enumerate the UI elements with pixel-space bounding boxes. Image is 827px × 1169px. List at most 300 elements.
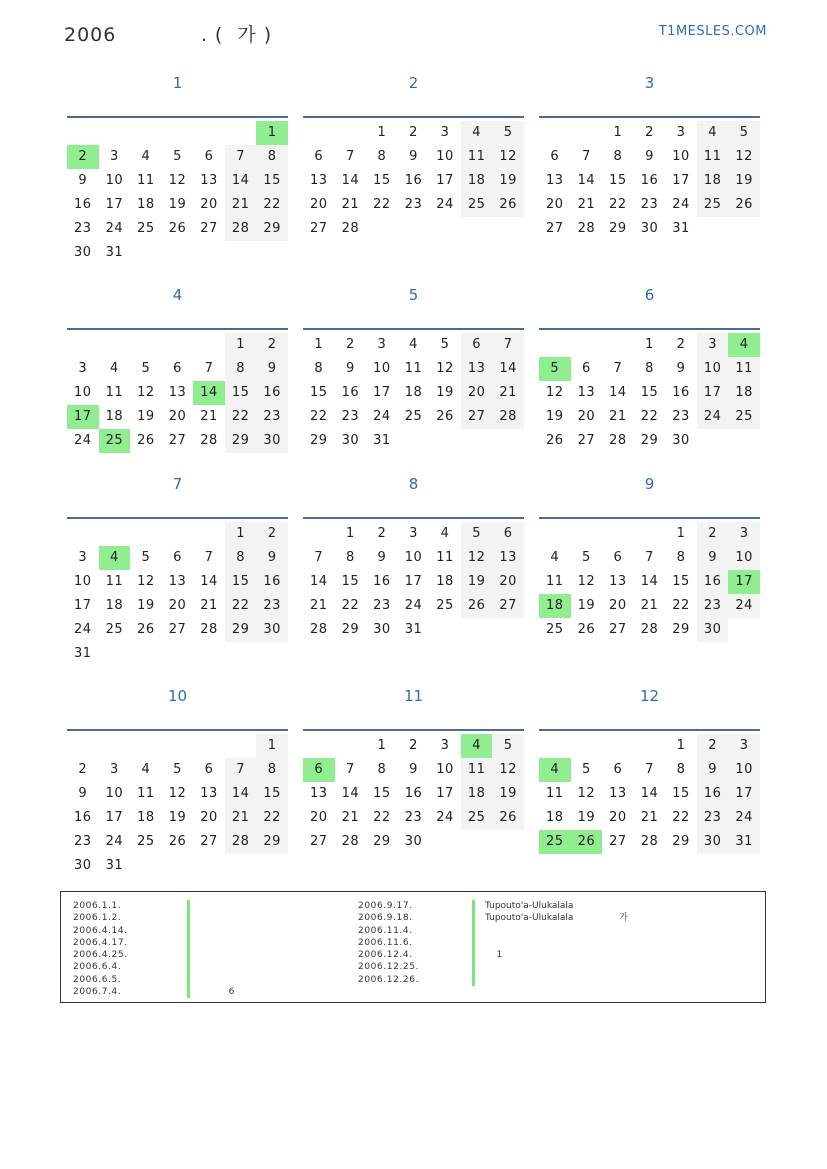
day-cell: 23 [697, 806, 729, 830]
day-cell: 10 [105, 173, 124, 188]
day-cell: 7 [204, 361, 214, 376]
day-cell: 6 [173, 361, 182, 376]
day-cell: 30 [256, 429, 288, 453]
day-cell [225, 854, 257, 878]
day-cell: 31 [373, 433, 391, 448]
day-cell: 18 [404, 385, 423, 400]
day-cell: 10 [373, 361, 391, 376]
day-cell: 21 [225, 806, 257, 830]
day-cell: 21 [310, 598, 328, 613]
day-cell: 16 [697, 782, 729, 806]
day-cell: 26 [168, 221, 187, 236]
day-cell: 18 [105, 409, 124, 424]
day-cell: 28 [640, 622, 659, 637]
day-cell: 2 [409, 738, 418, 753]
day-cell: 21 [577, 197, 596, 212]
week-row [67, 782, 288, 806]
day-cell: 4 [141, 762, 151, 777]
week-row [67, 145, 288, 169]
month-name: 1 [172, 74, 183, 92]
holiday-date: 2006.9.18. [358, 913, 413, 924]
day-cell: 8 [676, 550, 686, 565]
day-cell: 24 [436, 197, 454, 212]
day-cell: 2 [256, 333, 288, 357]
day-cell: 30 [256, 618, 288, 642]
day-cell: 15 [373, 786, 391, 801]
holiday-name [190, 912, 200, 924]
day-cell: 5 [173, 149, 182, 164]
week-row [303, 429, 524, 453]
month-grid [67, 121, 288, 265]
holiday-row [73, 912, 234, 924]
week-row [303, 618, 524, 642]
day-cell: 10 [74, 574, 92, 589]
week-row [67, 522, 288, 546]
day-cell: 19 [137, 598, 155, 613]
day-cell: 8 [256, 145, 288, 169]
week-row [539, 546, 760, 570]
day-cell: 1 [676, 526, 686, 541]
month-divider [67, 729, 288, 731]
day-cell: 9 [409, 149, 418, 164]
day-cell: 30 [697, 830, 729, 854]
day-cell: 30 [373, 622, 391, 637]
day-cell: 23 [373, 598, 391, 613]
day-cell: 24 [672, 197, 690, 212]
day-cell: 13 [168, 385, 187, 400]
day-cell: 1 [225, 522, 257, 546]
day-cell: 13 [492, 546, 524, 570]
day-cell [225, 121, 257, 145]
day-cell [303, 734, 335, 758]
day-cell: 5 [581, 550, 591, 565]
holiday-name: Tupouto'a-Ulukalala [485, 901, 574, 911]
day-cell [492, 217, 524, 241]
day-cell: 10 [672, 149, 690, 164]
day-cell [162, 241, 194, 265]
week-row [67, 546, 288, 570]
day-cell: 25 [539, 830, 571, 854]
day-cell [697, 217, 729, 241]
day-cell: 3 [676, 125, 686, 140]
day-cell: 30 [341, 433, 360, 448]
day-cell: 2 [676, 337, 686, 352]
day-cell: 19 [577, 810, 596, 825]
day-cell: 25 [461, 193, 493, 217]
holiday-name [475, 937, 485, 949]
day-cell: 15 [640, 385, 659, 400]
month-name: 8 [408, 475, 419, 493]
day-cell: 11 [546, 786, 564, 801]
month-grid [303, 333, 524, 453]
day-cell: 9 [256, 357, 288, 381]
day-cell: 1 [256, 121, 288, 145]
day-cell: 25 [137, 221, 155, 236]
holiday-name [190, 949, 200, 961]
month-grid [303, 734, 524, 854]
day-cell: 1 [314, 337, 324, 352]
day-cell: 14 [609, 385, 627, 400]
week-row [539, 570, 760, 594]
day-cell: 5 [461, 522, 493, 546]
holiday-date: 2006.6.4. [73, 962, 122, 973]
day-cell: 7 [314, 550, 324, 565]
day-cell: 27 [200, 834, 218, 849]
week-row [67, 241, 288, 265]
day-cell: 24 [373, 409, 391, 424]
week-row [67, 734, 288, 758]
week-row [67, 169, 288, 193]
day-cell: 22 [672, 810, 690, 825]
day-cell: 24 [436, 810, 454, 825]
week-row [67, 429, 288, 453]
day-cell: 12 [492, 145, 524, 169]
day-cell [162, 854, 194, 878]
day-cell: 4 [440, 526, 450, 541]
week-row [539, 333, 760, 357]
day-cell: 28 [225, 217, 257, 241]
holiday-date: 2006.12.26. [358, 974, 419, 985]
day-cell: 21 [200, 409, 218, 424]
day-cell: 26 [168, 834, 187, 849]
month-divider [539, 517, 760, 519]
site-brand-link[interactable]: T1MESLES.COM [658, 24, 767, 39]
day-cell [461, 217, 493, 241]
day-cell: 9 [676, 361, 686, 376]
day-cell: 9 [697, 758, 729, 782]
day-cell: 13 [609, 786, 627, 801]
day-cell: 26 [137, 622, 155, 637]
day-cell: 31 [728, 830, 760, 854]
day-cell: 2 [256, 522, 288, 546]
day-cell [571, 734, 603, 758]
day-cell: 18 [137, 197, 155, 212]
day-cell: 29 [256, 217, 288, 241]
day-cell: 8 [314, 361, 324, 376]
day-cell: 14 [341, 173, 360, 188]
day-cell: 6 [314, 149, 324, 164]
day-cell: 2 [377, 526, 387, 541]
day-cell: 15 [609, 173, 627, 188]
day-cell: 9 [78, 173, 88, 188]
day-cell: 15 [225, 570, 257, 594]
day-cell: 4 [461, 121, 493, 145]
day-cell: 25 [404, 409, 423, 424]
day-cell: 3 [697, 333, 729, 357]
day-cell: 4 [141, 149, 151, 164]
day-cell: 17 [105, 810, 124, 825]
week-row [303, 169, 524, 193]
day-cell: 4 [550, 550, 560, 565]
day-cell: 14 [193, 381, 225, 405]
day-cell: 26 [571, 830, 603, 854]
day-cell: 27 [609, 622, 627, 637]
day-cell: 2 [697, 522, 729, 546]
day-cell: 17 [373, 385, 391, 400]
holiday-row [73, 925, 234, 937]
week-row [303, 734, 524, 758]
month-name: 9 [644, 475, 655, 493]
month-divider [303, 116, 524, 118]
day-cell: 20 [200, 810, 218, 825]
day-cell [303, 121, 335, 145]
day-cell: 4 [539, 758, 571, 782]
day-cell: 31 [404, 622, 423, 637]
day-cell: 29 [310, 433, 328, 448]
day-cell [256, 241, 288, 265]
month-grid [303, 522, 524, 642]
week-row [539, 830, 760, 854]
day-cell: 20 [461, 381, 493, 405]
day-cell: 4 [99, 546, 131, 570]
holiday-row [73, 937, 234, 949]
week-row [539, 782, 760, 806]
holiday-name: 1 [485, 950, 503, 961]
day-cell: 18 [137, 810, 155, 825]
day-cell: 25 [461, 806, 493, 830]
day-cell: 17 [697, 381, 729, 405]
day-cell: 8 [225, 546, 257, 570]
day-cell [130, 121, 162, 145]
day-cell [539, 121, 571, 145]
week-row [539, 381, 760, 405]
holiday-date: 2006.4.17. [73, 937, 128, 948]
week-row [539, 405, 760, 429]
day-cell: 8 [645, 361, 654, 376]
day-cell: 2 [345, 337, 355, 352]
day-cell: 10 [728, 758, 760, 782]
day-cell: 29 [672, 622, 690, 637]
day-cell: 14 [577, 173, 596, 188]
day-cell: 11 [461, 758, 493, 782]
day-cell: 16 [697, 570, 729, 594]
day-cell: 7 [492, 333, 524, 357]
week-row [67, 806, 288, 830]
day-cell: 12 [577, 574, 596, 589]
day-cell [162, 522, 194, 546]
day-cell: 17 [728, 782, 760, 806]
week-row [539, 618, 760, 642]
day-cell: 10 [404, 550, 423, 565]
day-cell: 21 [609, 409, 627, 424]
day-cell: 24 [697, 405, 729, 429]
day-cell [130, 734, 162, 758]
day-cell: 8 [345, 550, 355, 565]
day-cell: 2 [409, 125, 418, 140]
day-cell: 9 [409, 762, 418, 777]
month-divider [303, 517, 524, 519]
day-cell: 25 [99, 429, 131, 453]
day-cell: 23 [672, 409, 690, 424]
holiday-name [190, 974, 200, 986]
day-cell [130, 522, 162, 546]
day-cell [429, 830, 461, 854]
day-cell: 14 [341, 786, 360, 801]
day-cell [67, 522, 99, 546]
day-cell: 19 [546, 409, 564, 424]
day-cell: 23 [256, 405, 288, 429]
day-cell: 11 [137, 786, 155, 801]
day-cell [99, 522, 131, 546]
month-name: 5 [408, 286, 419, 304]
day-cell: 29 [609, 221, 627, 236]
day-cell [461, 618, 493, 642]
day-cell: 2 [78, 762, 88, 777]
day-cell: 12 [436, 361, 454, 376]
week-row [67, 217, 288, 241]
month-name: 7 [172, 475, 183, 493]
day-cell: 3 [728, 522, 760, 546]
day-cell: 1 [256, 734, 288, 758]
day-cell: 8 [225, 357, 257, 381]
day-cell: 7 [225, 758, 257, 782]
day-cell: 15 [310, 385, 328, 400]
day-cell: 1 [676, 738, 686, 753]
month-grid [303, 121, 524, 241]
day-cell: 20 [310, 810, 328, 825]
day-cell: 5 [728, 121, 760, 145]
day-cell: 15 [225, 381, 257, 405]
day-cell [335, 121, 367, 145]
holiday-date: 2006.1.2. [73, 913, 122, 924]
day-cell: 23 [74, 221, 92, 236]
day-cell: 26 [546, 433, 564, 448]
day-cell [256, 854, 288, 878]
day-cell: 24 [105, 221, 124, 236]
day-cell: 20 [200, 197, 218, 212]
week-row [303, 357, 524, 381]
month-name: 2 [408, 74, 419, 92]
day-cell [67, 121, 99, 145]
holiday-date: 2006.12.25. [358, 962, 419, 973]
week-row [539, 806, 760, 830]
day-cell: 14 [225, 169, 257, 193]
day-cell: 23 [404, 197, 423, 212]
month-divider [67, 517, 288, 519]
day-cell: 30 [74, 858, 92, 873]
day-cell: 5 [539, 357, 571, 381]
holiday-name: 6 [200, 987, 235, 998]
month-divider [303, 328, 524, 330]
day-cell: 22 [256, 806, 288, 830]
day-cell [335, 734, 367, 758]
day-cell [193, 333, 225, 357]
day-cell: 13 [461, 357, 493, 381]
day-cell: 5 [141, 550, 151, 565]
week-row [303, 405, 524, 429]
day-cell: 11 [728, 357, 760, 381]
day-cell: 1 [345, 526, 355, 541]
day-cell: 19 [436, 385, 454, 400]
day-cell: 12 [461, 546, 493, 570]
day-cell: 19 [577, 598, 596, 613]
day-cell: 15 [373, 173, 391, 188]
day-cell: 18 [461, 782, 493, 806]
holiday-name [475, 961, 485, 973]
day-cell: 11 [105, 574, 124, 589]
week-row [303, 121, 524, 145]
day-cell: 22 [310, 409, 328, 424]
day-cell: 9 [697, 546, 729, 570]
day-cell [193, 121, 225, 145]
day-cell: 30 [672, 433, 690, 448]
holiday-date: 2006.4.14. [73, 925, 128, 936]
day-cell [539, 734, 571, 758]
day-cell [728, 217, 760, 241]
day-cell: 10 [436, 762, 454, 777]
day-cell: 13 [200, 173, 218, 188]
day-cell: 19 [492, 782, 524, 806]
day-cell: 31 [105, 858, 124, 873]
day-cell [162, 734, 194, 758]
holiday-name [190, 925, 200, 937]
holiday-row [358, 900, 628, 912]
day-cell [366, 217, 398, 241]
day-cell: 22 [640, 409, 659, 424]
day-cell: 30 [74, 245, 92, 260]
holiday-row [358, 937, 628, 949]
month-grid [67, 734, 288, 878]
day-cell: 8 [676, 762, 686, 777]
day-cell [461, 830, 493, 854]
month-divider [303, 729, 524, 731]
week-row [67, 642, 288, 666]
day-cell: 20 [168, 409, 187, 424]
holiday-row [73, 949, 234, 961]
day-cell: 19 [728, 169, 760, 193]
day-cell: 25 [436, 598, 454, 613]
day-cell: 6 [613, 550, 623, 565]
day-cell: 29 [225, 618, 257, 642]
day-cell: 18 [546, 810, 564, 825]
day-cell: 12 [137, 385, 155, 400]
week-row [539, 734, 760, 758]
holiday-row [358, 974, 628, 986]
day-cell: 16 [256, 381, 288, 405]
day-cell: 8 [256, 758, 288, 782]
day-cell: 28 [640, 834, 659, 849]
day-cell [634, 734, 666, 758]
day-cell: 18 [728, 381, 760, 405]
day-cell: 13 [310, 173, 328, 188]
day-cell: 3 [109, 762, 119, 777]
week-row [303, 217, 524, 241]
holiday-date: 2006.4.25. [73, 950, 128, 961]
day-cell: 18 [461, 169, 493, 193]
day-cell: 23 [74, 834, 92, 849]
week-row [539, 357, 760, 381]
day-cell: 22 [373, 197, 391, 212]
day-cell: 1 [613, 125, 623, 140]
day-cell: 3 [440, 738, 450, 753]
day-cell: 12 [168, 173, 187, 188]
day-cell: 1 [377, 125, 387, 140]
day-cell: 1 [645, 337, 654, 352]
day-cell [193, 522, 225, 546]
day-cell: 27 [461, 405, 493, 429]
day-cell [225, 642, 257, 666]
day-cell: 23 [256, 594, 288, 618]
day-cell: 20 [609, 810, 627, 825]
day-cell: 28 [492, 405, 524, 429]
week-row [303, 333, 524, 357]
day-cell: 21 [225, 193, 257, 217]
day-cell: 20 [546, 197, 564, 212]
day-cell [539, 522, 571, 546]
day-cell: 22 [672, 598, 690, 613]
day-cell: 26 [577, 622, 596, 637]
day-cell: 29 [225, 429, 257, 453]
